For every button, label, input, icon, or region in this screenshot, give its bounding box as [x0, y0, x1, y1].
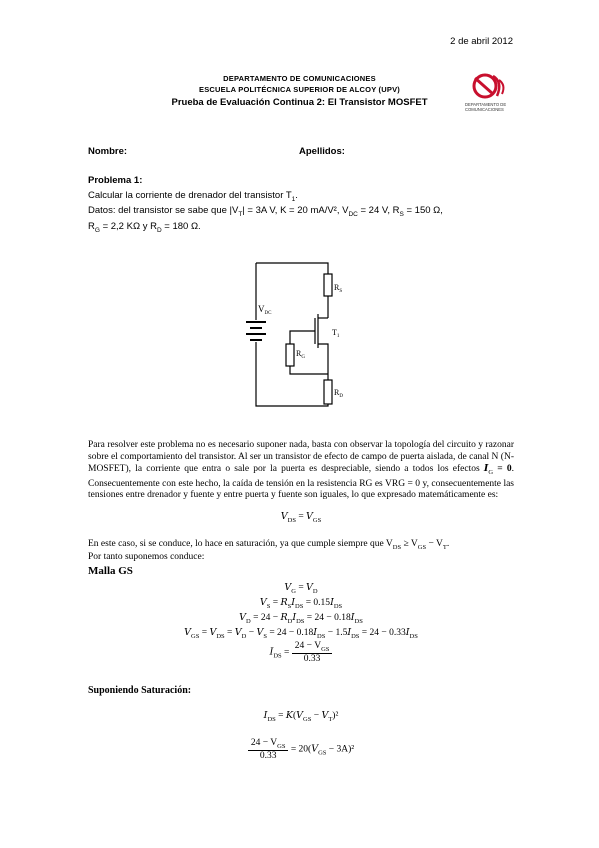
assumption-text: Por tanto suponemos conduce:	[88, 552, 205, 562]
problem-data-line2: $R_G = 2,2$ KΩ y $R_D = 180$ Ω.	[88, 221, 201, 234]
problem-statement: Calcular la corriente de drenador del transistor $T_1$.	[88, 190, 298, 203]
resistor-rg	[286, 344, 294, 366]
wire-top	[256, 263, 328, 274]
name-label: Nombre:	[88, 146, 128, 157]
logo-text-1: DEPARTAMENTO DE	[465, 102, 507, 107]
equation-vds-vgs: $V_{DS} = V_{GS}$	[280, 511, 322, 524]
problem-title: Problema 1:	[88, 175, 143, 186]
section-saturation: Suponiendo Saturación:	[88, 685, 192, 696]
school-name: ESCUELA POLITÉCNICA SUPERIOR DE ALCOY (UPV)	[199, 85, 400, 94]
logo-text-2: COMUNICACIONES	[465, 107, 504, 112]
solution-paragraph: Para resolver este problema no es necesario suponer nada, basta con observar la topología del circuito y razonar sobre el comportamiento del transistor. Al ser un transistor de efecto de campo de puerta aislada, de canal N (N-MOSFET), la corriente que entra o sale por la puerta es despreciable, siendo a todos los efectos $I_G = 0$. Consecuentemente con este hecho, la caída de tensión en la resistencia RG es VRG = 0 y, consecuentemente las tensiones entre drenador y fuente y entre puerta y fuente son iguales, lo que expresado matemáticamente es:	[88, 440, 514, 501]
surname-label: Apellidos:	[299, 146, 345, 157]
department-name: DEPARTAMENTO DE COMUNICACIONES	[223, 74, 376, 83]
label-rg: $R_G$	[296, 349, 305, 360]
document-date: 2 de abril 2012	[450, 36, 513, 47]
circuit-diagram	[230, 256, 365, 416]
resistor-rd	[324, 380, 332, 404]
problem-data-line1: Datos: del transistor se sabe que $|V_T| = 3A$ V, K = 20 mA/V², $V_{DC} = 24$ V, $R_S = 150$ Ω,	[88, 205, 443, 218]
equation-1: $V_G = V_D$	[284, 582, 318, 595]
resistor-rs	[324, 274, 332, 296]
saturation-condition: En este caso, si se conduce, lo hace en saturación, ya que cumple siempre que $V_{DS} \ge V_{GS} - V_T$.	[88, 539, 450, 551]
equation-4: $V_{GS} = V_{DS} = V_D - V_S = 24 - 0.18I_{DS} - 1.5I_{DS} = 24 - 0.33I_{DS}$	[184, 627, 418, 640]
label-vdc: $V_{DC}$	[258, 304, 272, 316]
equation-6: $I_{DS} = K(V_{GS} - V_T)^2$	[263, 710, 339, 723]
equation-7: $\frac{24 - V_{GS}}{0.33}$ = $20(V_{GS} - 3A)^2$	[88, 738, 514, 761]
equation-3: $V_D = 24 - R_DI_{DS} = 24 - 0.18I_{DS}$	[239, 612, 363, 625]
label-rd: $R_D$	[334, 388, 343, 399]
department-logo	[463, 72, 527, 116]
section-malla-gs: Malla GS	[88, 565, 133, 577]
label-t1: $T_1$	[332, 328, 340, 339]
exam-title: Prueba de Evaluación Continua 2: El Transistor MOSFET	[171, 97, 428, 108]
equation-5: $I_{DS}$ = $\frac{24 - V_{GS}}{0.33}$	[88, 641, 514, 664]
equation-2: $V_S = R_SI_{DS} = 0.15I_{DS}$	[259, 597, 343, 610]
logo-icon	[463, 72, 527, 116]
label-rs: $R_S$	[334, 283, 343, 294]
